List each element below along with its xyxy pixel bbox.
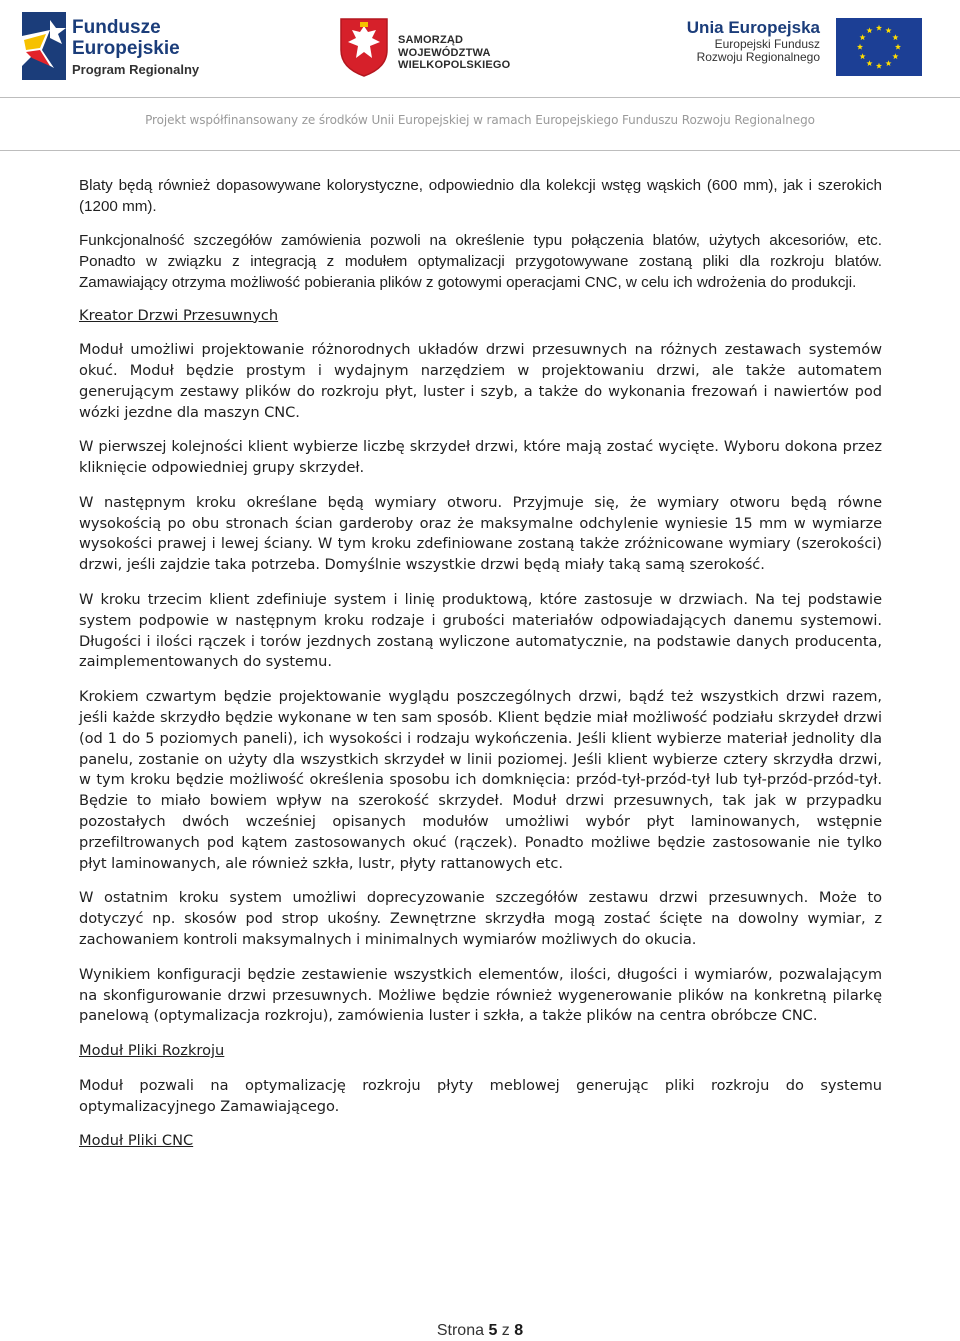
paragraph-modul-umozliwi: Moduł umożliwi projektowanie różnorodnych układów drzwi przesuwnych na różnych zestawach systemów okuć. Moduł będzie prostym i wydajnym narzędziem w projektowaniu drzwi, ale także automatem generującym zestawy plików do rozkroju płyt, luster i szyb, a także do wykonania frezowań i nawiertów pod wózki jezdne dla maszyn CNC. bbox=[79, 341, 882, 421]
paragraph-krok-pierwszy: W pierwszej kolejności klient wybierze liczbę skrzydeł drzwi, które mają zostać wycięte. Wyboru dokona przez kliknięcie odpowiedniej grupy skrzydeł. bbox=[79, 438, 882, 477]
paragraph-pliki-rozkroju: Moduł pozwali na optymalizację rozkroju płyty meblowej generując pliki rozkroju do systemu optymalizacyjnego Zamawiającego. bbox=[79, 1076, 882, 1115]
paragraph-blaty: Blaty będą również dopasowywane kolorystyczne, odpowiednio dla kolekcji wstęg wąskich (600 mm), jak i szerokich (1200 mm). bbox=[79, 177, 882, 215]
section-heading-kreator-drzwi: Kreator Drzwi Przesuwnych bbox=[79, 306, 279, 324]
paragraph-krok-trzeci: W kroku trzecim klient zdefiniuje system i linię produktową, które zastosuje w drzwiach. Na tej podstawie system podpowie w następnym kroku rodzaje i grubości materiałów odpowiadających danemu systemowi. Długości i ilości rączek i torów jezdnych zostaną wyliczone automatycznie, na podstawie danych producenta, zaimplementowanych do systemu. bbox=[79, 591, 882, 671]
ue-logo-line1: Unia Europejska bbox=[686, 18, 820, 37]
unia-europejska-logo bbox=[672, 14, 927, 80]
wlkp-logo-line1: SAMORZĄD WOJEWÓDZTWA bbox=[398, 34, 491, 59]
fe-logo-line2: Europejskie bbox=[72, 38, 180, 59]
ue-logo-line2: Europejski Fundusz bbox=[714, 36, 820, 51]
eu-flag-icon bbox=[836, 18, 922, 76]
fundusze-europejskie-logo bbox=[20, 10, 210, 82]
fe-logo-line3: Program Regionalny bbox=[72, 62, 200, 77]
page-separator: z bbox=[501, 1322, 510, 1339]
eagle-crest-icon bbox=[338, 16, 390, 78]
paragraph-krok-czwarty: Krokiem czwartym będzie projektowanie wyglądu poszczególnych drzwi, bądź też wszystkich drzwi razem, jeśli każde skrzydło będzie wykonane w ten sam sposób. Klient będzie miał możliwość podziału skrzydeł drzwi (od 1 do 5 poziomych paneli), ich wysokości i rodzaju wykończenia. Jeśli klient wybierze materiał jednolity dla panelu, zostanie on użyty dla wszystkich skrzydeł w linii poziomej. Jeśli klient wybierze cztery skrzydła drzwi, w tym kroku będzie możliwość określenia sposobu ich domknięcia: przód-tył-przód-tył lub tył-przód-przód-tył. Będzie to miało bowiem wpływ na szerokość skrzydeł. Moduł drzwi przesuwnych, tak jak w przypadku pozostałych dwóch wcześniej opisanych modułów umożliwi wybór płyt laminowanych, wstępnie przefiltrowanych pod kątem zastosowanych okuć (rączek). Ponadto możliwe będzie zastosowanie nie tylko płyt laminowanych, ale również szkła, lustr, płyty rattanowych etc. bbox=[79, 688, 882, 872]
fe-logo-line1: Fundusze bbox=[72, 17, 161, 38]
samorzad-wielkopolska-logo bbox=[338, 16, 538, 78]
page-number: 5 bbox=[488, 1322, 498, 1339]
ue-logo-line3: Rozwoju Regionalnego bbox=[696, 50, 820, 65]
page-header bbox=[0, 0, 960, 96]
section-heading-pliki-rozkroju: Moduł Pliki Rozkroju bbox=[79, 1042, 225, 1060]
project-funding-bar bbox=[0, 97, 960, 151]
project-funding-note: Projekt współfinansowany ze środków Unii Europejskiej w ramach Europejskiego Funduszu Rozwoju Regionalnego bbox=[145, 113, 815, 127]
page-label: Strona bbox=[436, 1322, 484, 1339]
paragraph-wynik-konfiguracji: Wynikiem konfiguracji będzie zestawienie wszystkich elementów, ilości, długości i wymiarów, pozwalającym na skonfigurowanie drzwi przesuwnych. Możliwe będzie również wygenerowanie plików na konkretną pilarkę panelową (optymalizacja rozkroju), zamówienia luster i szkła, a także plików na centra obróbcze CNC. bbox=[79, 965, 882, 1025]
page-total: 8 bbox=[514, 1322, 524, 1339]
fe-star-emblem-icon bbox=[20, 10, 70, 82]
paragraph-krok-drugi: W następnym kroku określane będą wymiary otworu. Przyjmuje się, że wymiary otworu będą równe wysokością po obu stronach ścian garderoby oraz że maksymalne odchylenie wyniesie 15 mm w wymiarze wysokości prawej i lewej ściany. W tym kroku zdefiniowane zostaną także zróżnicowane wymiary (szerokości) drzwi, jeśli zajdzie taka potrzeba. Domyślnie wszystkie drzwi będą miały taką samą szerokość. bbox=[79, 493, 882, 574]
page-footer bbox=[0, 1322, 960, 1340]
document-body bbox=[79, 176, 882, 1166]
paragraph-krok-ostatni: W ostatnim kroku system umożliwi doprecyzowanie szczegółów zestawu drzwi przesuwnych. Może to dotyczyć np. skosów pod strop ukośny. Zewnętrzne skrzydła mogą zostać ścięte na dowolny wymiar, z zachowaniem kontroli maksymalnych i minimalnych wymiarów możliwych do okucia. bbox=[79, 889, 882, 949]
section-heading-pliki-cnc: Moduł Pliki CNC bbox=[79, 1132, 194, 1150]
paragraph-funkcjonalnosc: Funkcjonalność szczegółów zamówienia pozwoli na określenie typu połączenia blatów, użytych akcesoriów, etc. Ponadto w związku z integracją z modułem optymalizacji przygotowywane zostaną pliki dla rozkroju blatów. Zamawiający otrzyma możliwość pobierania plików z gotowymi operacjami CNC, w celu ich wdrożenia do produkcji. bbox=[79, 232, 882, 291]
wlkp-logo-line2: WIELKOPOLSKIEGO bbox=[398, 59, 511, 72]
